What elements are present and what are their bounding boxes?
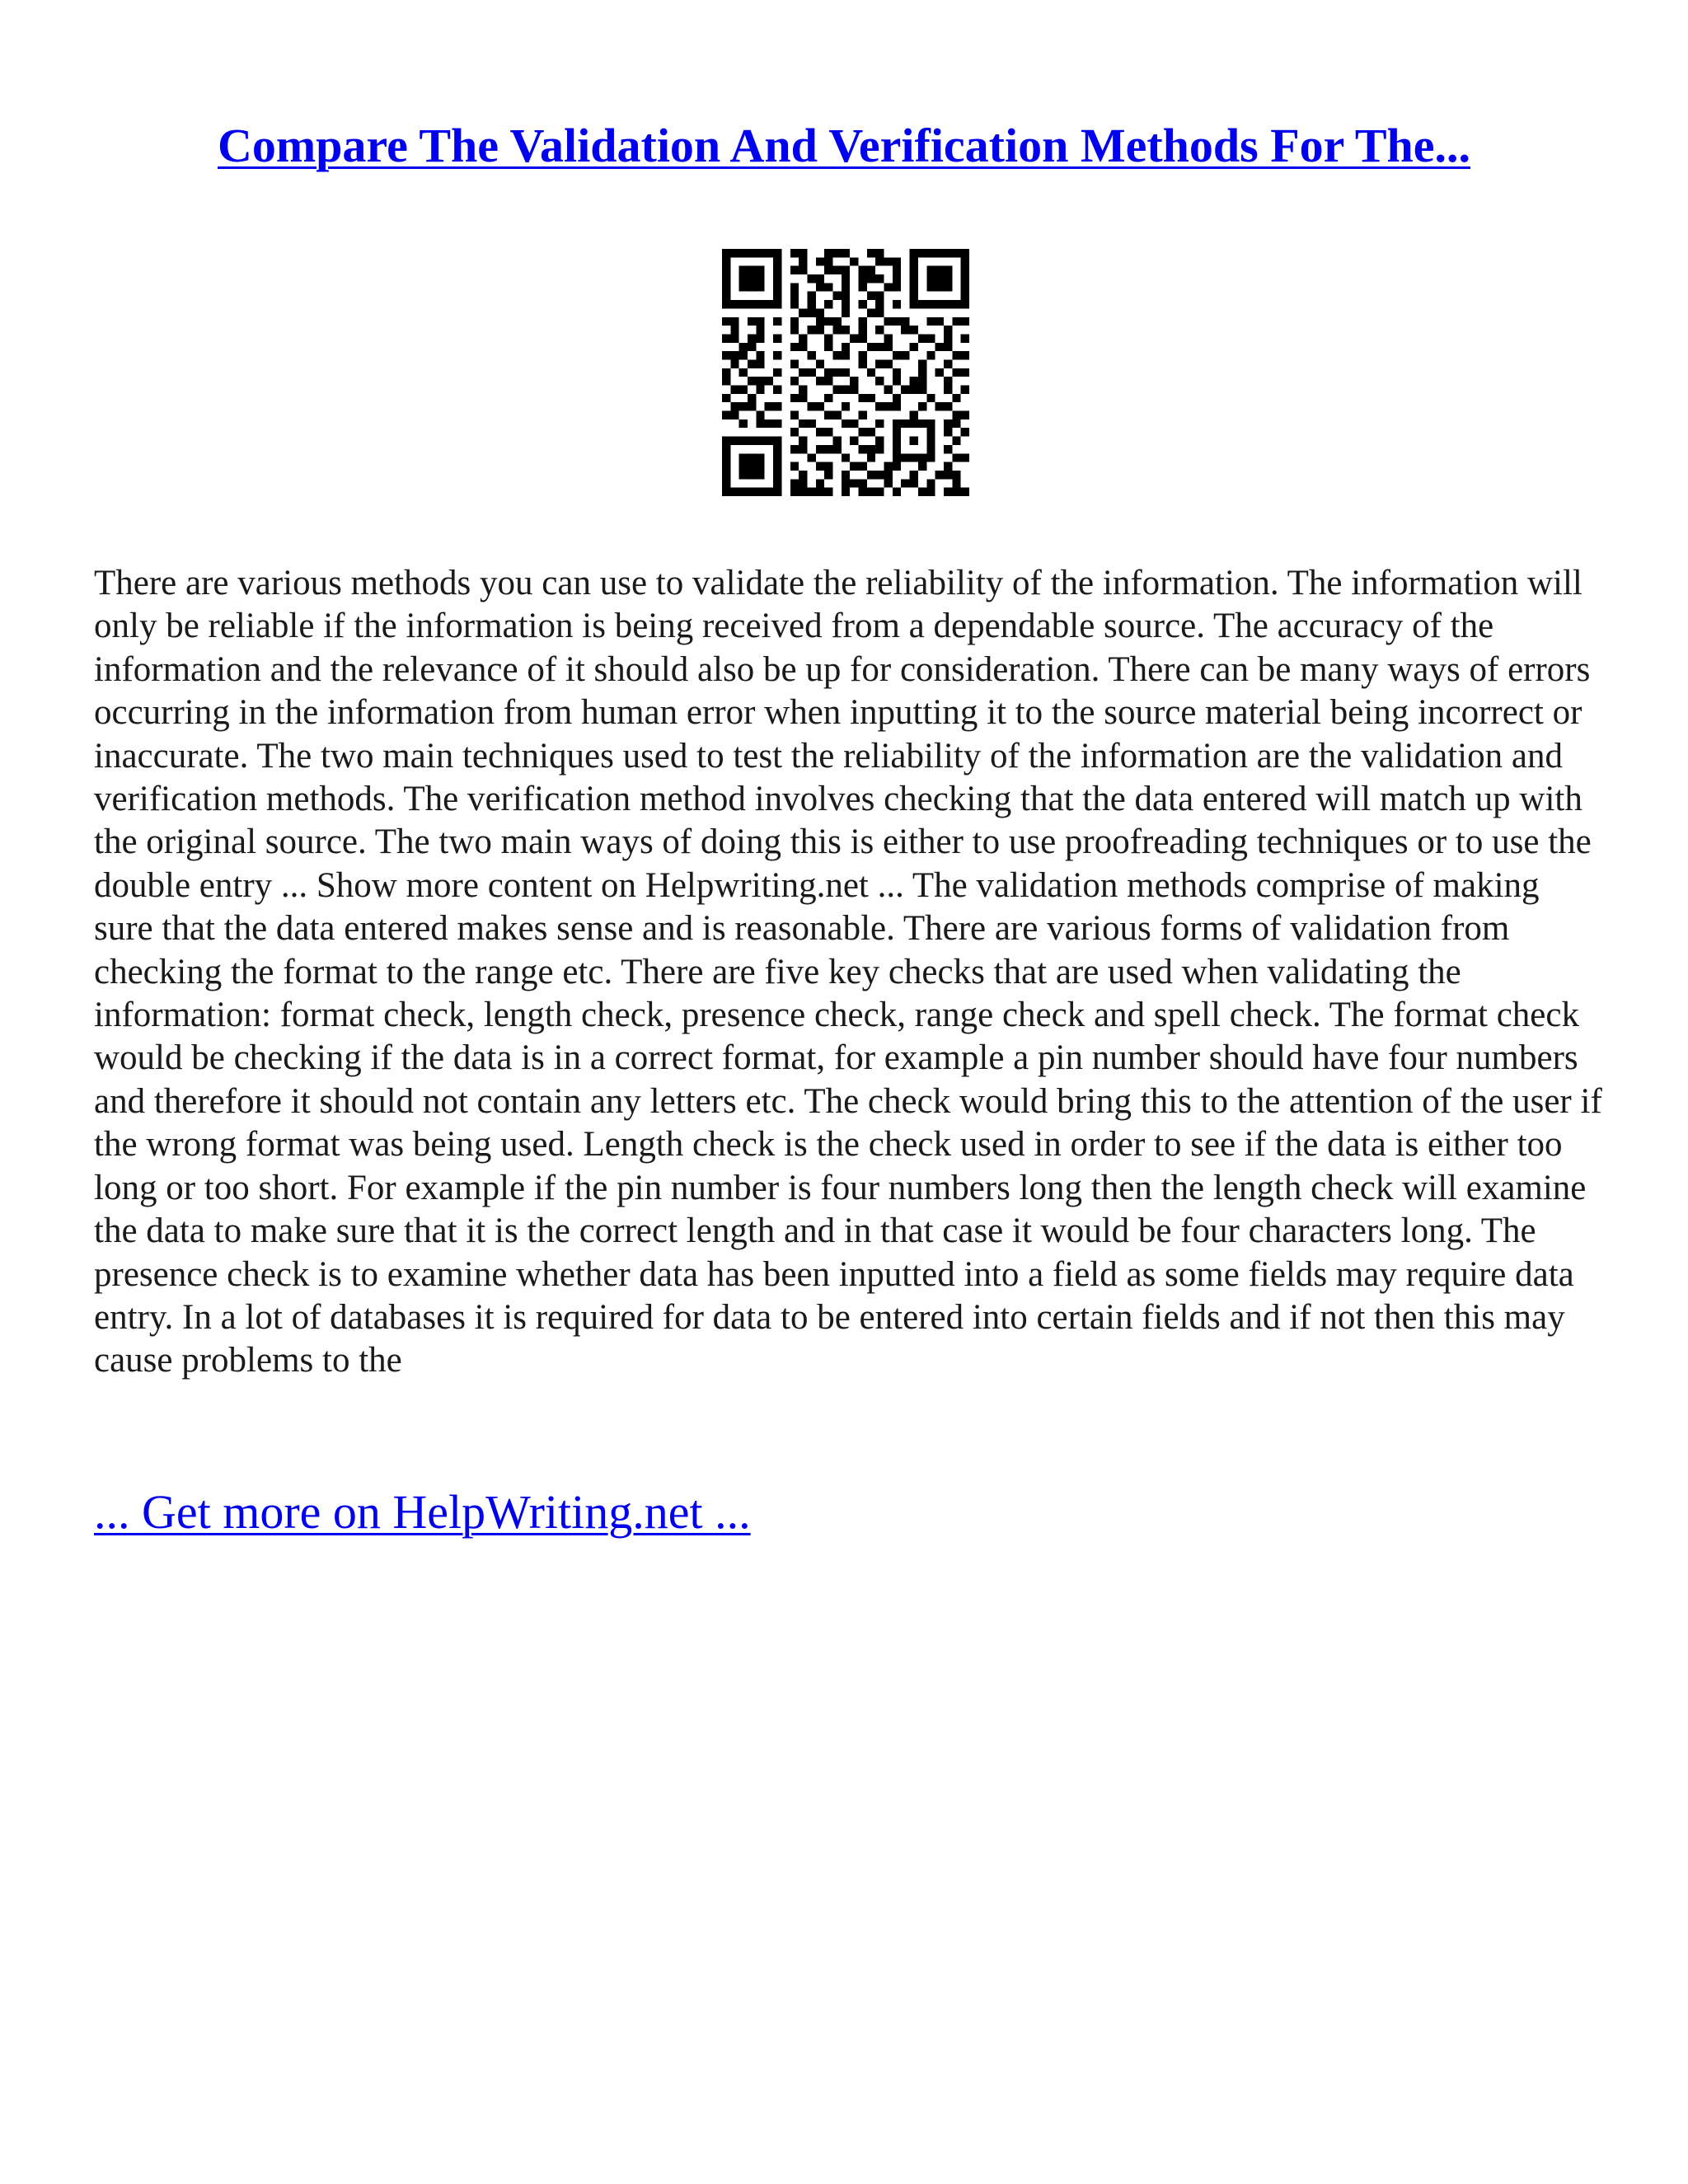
body-text: There are various methods you can use to validate the reliability of the information. The information will only be reliable if the information is being received from a dependable source. The accuracy of the information and the relevance of it should also be up for consideration. There can be many ways of errors occurring in the information from human error when inputting it to the source material being incorrect or inaccurate. The two main techniques used to test the reliability of the information are the validation and verification methods. The verification method involves checking that the data entered will match up with the original source. The two main ways of doing this is either to use proofreading techniques or to use the double entry ... Show more content on Helpwriting.net ... The validation methods comprise of making sure that the data entered makes sense and is reasonable. There are various forms of validation from checking the format to the range etc. There are five key checks that are used when validating the information: format check, length check, presence check, range check and spell check. The format check would be checking if the data is in a correct format, for example a pin number should have four numbers and therefore it should not contain any letters etc. The check would bring this to the attention of the user if the wrong format was being used. Length check is the check used in order to see if the data is either too long or too short. For example if the pin number is four numbers long then the length check will examine the data to make sure that it is the correct length and in that case it would be four characters long. The presence check is to examine whether data has been inputted into a field as some fields may require data entry. In a lot of databases it is required for data to be entered into certain fields and if not then this may cause problems to the (94, 564, 1602, 1380)
qr-code-graphic (722, 249, 969, 496)
qr-code-icon (722, 249, 969, 496)
more-link-wrapper (94, 1483, 751, 1541)
page-title (0, 117, 1688, 175)
title-link[interactable]: Compare The Validation And Verification Methods For The... (217, 119, 1471, 172)
get-more-link[interactable]: ... Get more on HelpWriting.net ... (94, 1485, 751, 1539)
